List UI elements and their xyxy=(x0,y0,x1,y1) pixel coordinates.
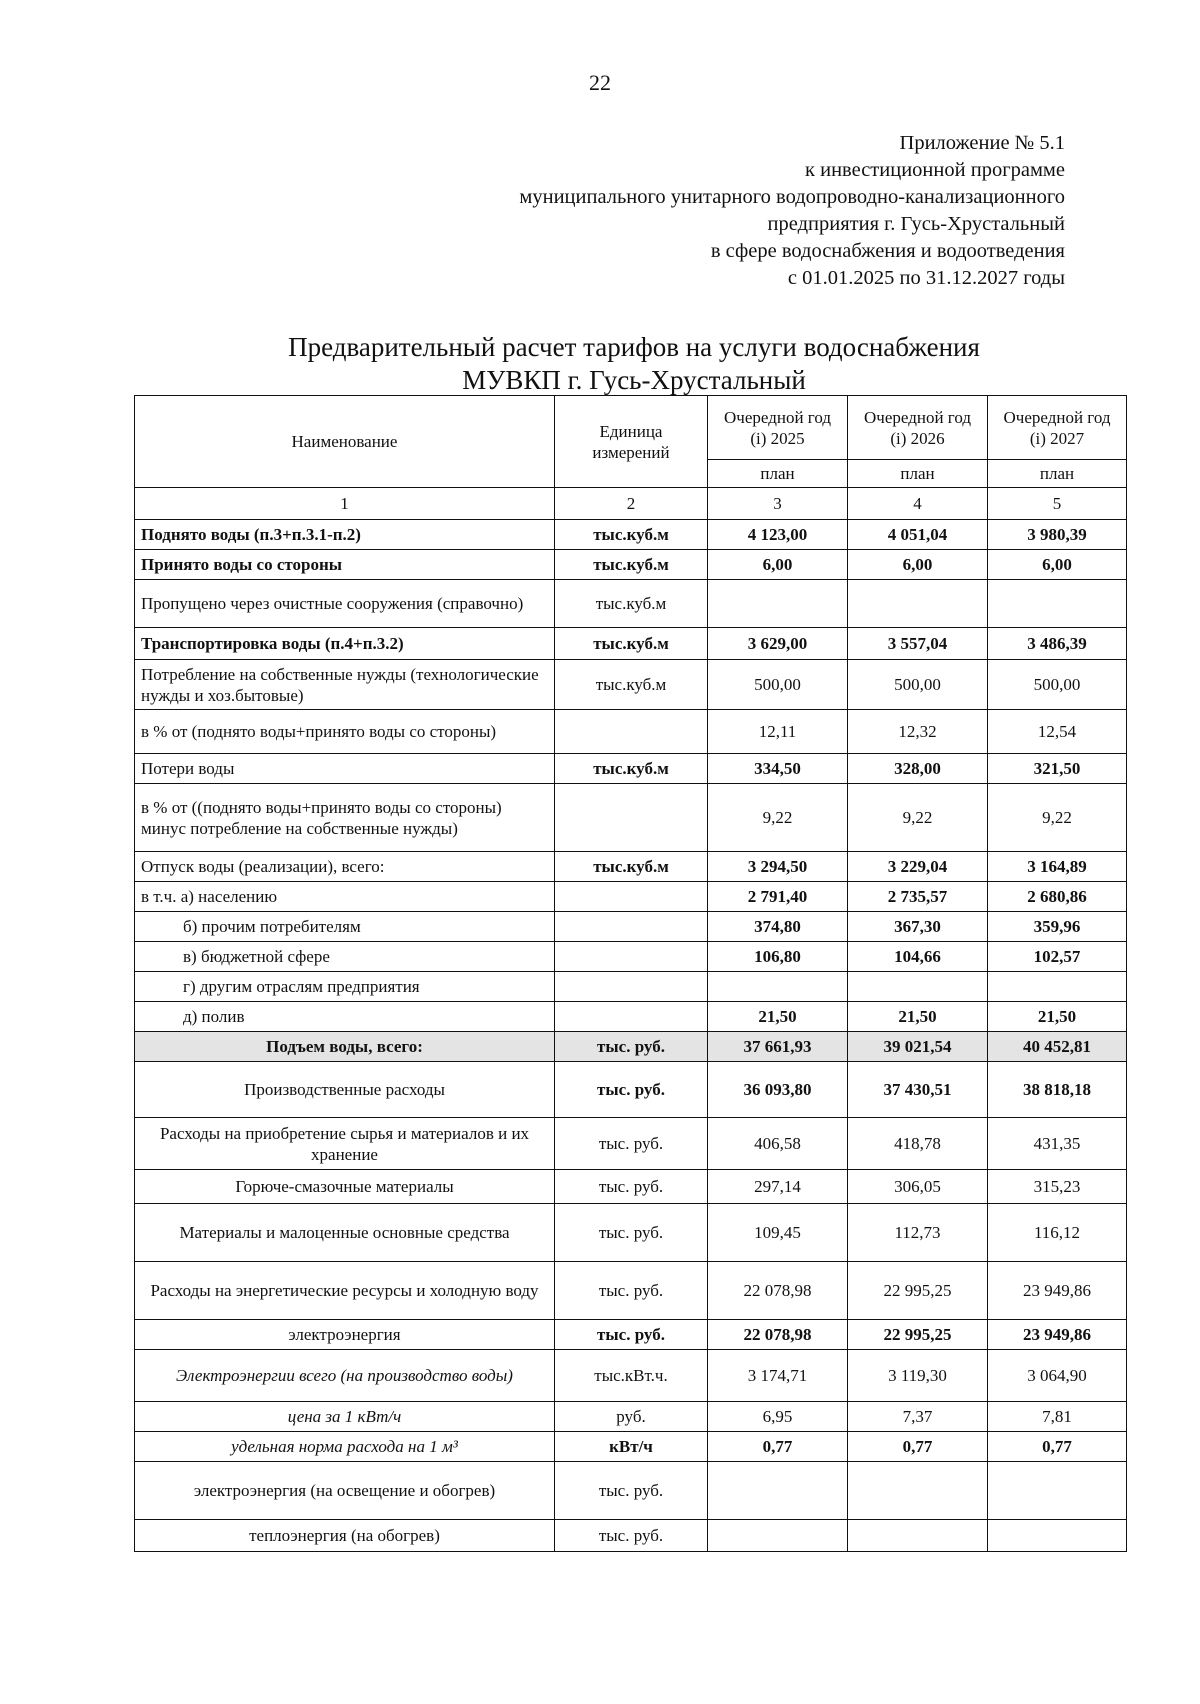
table-row xyxy=(135,1402,1127,1432)
row-name: Пропущено через очистные сооружения (справочно) xyxy=(135,580,555,628)
row-unit: тыс. руб. xyxy=(555,1118,708,1170)
row-value: 38 818,18 xyxy=(988,1062,1127,1118)
table-row xyxy=(135,1118,1127,1170)
table-row xyxy=(135,580,1127,628)
column-number: 1 xyxy=(135,488,555,520)
row-value: 4 123,00 xyxy=(708,520,848,550)
row-value: 3 119,30 xyxy=(848,1350,988,1402)
table-row xyxy=(135,660,1127,710)
row-value xyxy=(848,1462,988,1520)
row-value: 36 093,80 xyxy=(708,1062,848,1118)
row-name: Потери воды xyxy=(135,754,555,784)
row-value: 104,66 xyxy=(848,942,988,972)
row-value: 3 557,04 xyxy=(848,628,988,660)
row-value xyxy=(848,1520,988,1552)
row-unit xyxy=(555,1002,708,1032)
row-value xyxy=(848,972,988,1002)
row-value: 3 164,89 xyxy=(988,852,1127,882)
row-value xyxy=(988,1462,1127,1520)
table-row xyxy=(135,1462,1127,1520)
table-row xyxy=(135,1170,1127,1204)
row-name: электроэнергия xyxy=(135,1320,555,1350)
row-unit: тыс.куб.м xyxy=(555,520,708,550)
row-unit xyxy=(555,784,708,852)
row-value: 112,73 xyxy=(848,1204,988,1262)
row-unit: тыс. руб. xyxy=(555,1032,708,1062)
row-name: в т.ч. а) населению xyxy=(135,882,555,912)
table-row xyxy=(135,852,1127,882)
row-unit xyxy=(555,972,708,1002)
row-value: 418,78 xyxy=(848,1118,988,1170)
row-value xyxy=(848,580,988,628)
table-row xyxy=(135,1432,1127,1462)
row-value: 102,57 xyxy=(988,942,1127,972)
header-year-2025: Очередной год (i) 2025 xyxy=(708,396,848,460)
row-value: 6,95 xyxy=(708,1402,848,1432)
row-unit: тыс. руб. xyxy=(555,1520,708,1552)
row-value xyxy=(708,1520,848,1552)
row-value: 306,05 xyxy=(848,1170,988,1204)
row-name: в) бюджетной сфере xyxy=(135,942,555,972)
column-number: 3 xyxy=(708,488,848,520)
row-value: 297,14 xyxy=(708,1170,848,1204)
appendix-caption xyxy=(519,130,1065,292)
row-value: 3 229,04 xyxy=(848,852,988,882)
row-unit: тыс.кВт.ч. xyxy=(555,1350,708,1402)
row-value: 7,81 xyxy=(988,1402,1127,1432)
row-value xyxy=(988,972,1127,1002)
table-row xyxy=(135,1520,1127,1552)
row-value: 7,37 xyxy=(848,1402,988,1432)
row-value: 315,23 xyxy=(988,1170,1127,1204)
row-value: 2 735,57 xyxy=(848,882,988,912)
row-unit: руб. xyxy=(555,1402,708,1432)
table-row xyxy=(135,912,1127,942)
row-value: 9,22 xyxy=(848,784,988,852)
title-line-1: Предварительный расчет тарифов на услуги водоснабжения xyxy=(288,332,980,362)
row-value: 367,30 xyxy=(848,912,988,942)
title-line-2: МУВКП г. Гусь-Хрустальный xyxy=(462,365,806,395)
row-value: 0,77 xyxy=(988,1432,1127,1462)
table-row xyxy=(135,710,1127,754)
header-plan: план xyxy=(708,460,848,488)
row-value: 3 629,00 xyxy=(708,628,848,660)
row-value: 116,12 xyxy=(988,1204,1127,1262)
row-value: 37 661,93 xyxy=(708,1032,848,1062)
page-number: 22 xyxy=(589,70,611,95)
header-name: Наименование xyxy=(135,396,555,488)
row-unit: тыс.куб.м xyxy=(555,754,708,784)
row-value: 6,00 xyxy=(988,550,1127,580)
row-value: 9,22 xyxy=(988,784,1127,852)
row-name: Расходы на приобретение сырья и материалов и их хранение xyxy=(135,1118,555,1170)
row-name: Производственные расходы xyxy=(135,1062,555,1118)
row-value xyxy=(708,972,848,1002)
row-value xyxy=(708,580,848,628)
appendix-line: Приложение № 5.1 xyxy=(899,132,1065,154)
tariff-table xyxy=(134,395,1127,1552)
row-value xyxy=(988,1520,1127,1552)
row-value: 3 486,39 xyxy=(988,628,1127,660)
row-value: 431,35 xyxy=(988,1118,1127,1170)
header-year-2026: Очередной год (i) 2026 xyxy=(848,396,988,460)
column-number-row xyxy=(135,488,1127,520)
row-value: 500,00 xyxy=(988,660,1127,710)
row-unit: тыс. руб. xyxy=(555,1204,708,1262)
row-value: 0,77 xyxy=(708,1432,848,1462)
appendix-line: с 01.01.2025 по 31.12.2027 годы xyxy=(787,267,1065,289)
row-value: 500,00 xyxy=(848,660,988,710)
column-number: 5 xyxy=(988,488,1127,520)
row-unit: кВт/ч xyxy=(555,1432,708,1462)
row-name: д) полив xyxy=(135,1002,555,1032)
row-value: 22 995,25 xyxy=(848,1262,988,1320)
row-value: 6,00 xyxy=(848,550,988,580)
row-value: 2 680,86 xyxy=(988,882,1127,912)
row-value: 0,77 xyxy=(848,1432,988,1462)
row-value: 21,50 xyxy=(848,1002,988,1032)
row-value: 4 051,04 xyxy=(848,520,988,550)
row-value: 3 980,39 xyxy=(988,520,1127,550)
row-value: 21,50 xyxy=(708,1002,848,1032)
table-row xyxy=(135,942,1127,972)
row-name: Принято воды со стороны xyxy=(135,550,555,580)
row-name: в % от ((поднято воды+принято воды со стороны) минус потребление на собственные нужды) xyxy=(135,784,555,852)
row-unit: тыс.куб.м xyxy=(555,660,708,710)
row-name: б) прочим потребителям xyxy=(135,912,555,942)
row-value: 106,80 xyxy=(708,942,848,972)
row-name: в % от (поднято воды+принято воды со стороны) xyxy=(135,710,555,754)
appendix-line: к инвестиционной программе xyxy=(805,159,1065,181)
table-row xyxy=(135,1204,1127,1262)
row-name: Материалы и малоценные основные средства xyxy=(135,1204,555,1262)
row-value: 22 995,25 xyxy=(848,1320,988,1350)
row-unit: тыс. руб. xyxy=(555,1320,708,1350)
row-value: 6,00 xyxy=(708,550,848,580)
table-row xyxy=(135,784,1127,852)
row-value xyxy=(988,580,1127,628)
row-name: Подъем воды, всего: xyxy=(135,1032,555,1062)
row-value: 3 064,90 xyxy=(988,1350,1127,1402)
row-name: теплоэнергия (на обогрев) xyxy=(135,1520,555,1552)
row-value xyxy=(708,1462,848,1520)
header-unit: Единица измерений xyxy=(555,396,708,488)
row-value: 500,00 xyxy=(708,660,848,710)
row-value: 9,22 xyxy=(708,784,848,852)
appendix-line: в сфере водоснабжения и водоотведения xyxy=(710,240,1065,262)
row-unit: тыс.куб.м xyxy=(555,550,708,580)
row-name: г) другим отраслям предприятия xyxy=(135,972,555,1002)
row-unit: тыс. руб. xyxy=(555,1462,708,1520)
table-row xyxy=(135,972,1127,1002)
row-unit: тыс.куб.м xyxy=(555,852,708,882)
table-row xyxy=(135,1062,1127,1118)
row-value: 37 430,51 xyxy=(848,1062,988,1118)
row-value: 12,32 xyxy=(848,710,988,754)
row-name: цена за 1 кВт/ч xyxy=(135,1402,555,1432)
row-name: Электроэнергии всего (на производство воды) xyxy=(135,1350,555,1402)
document-title xyxy=(134,331,1134,397)
row-unit: тыс.куб.м xyxy=(555,628,708,660)
row-unit: тыс. руб. xyxy=(555,1170,708,1204)
row-value: 12,11 xyxy=(708,710,848,754)
row-name: Горюче-смазочные материалы xyxy=(135,1170,555,1204)
table-row xyxy=(135,882,1127,912)
appendix-line: предприятия г. Гусь-Хрустальный xyxy=(767,213,1065,235)
table-row xyxy=(135,1032,1127,1062)
table-row xyxy=(135,1002,1127,1032)
row-name: электроэнергия (на освещение и обогрев) xyxy=(135,1462,555,1520)
row-value: 328,00 xyxy=(848,754,988,784)
row-value: 109,45 xyxy=(708,1204,848,1262)
row-name: удельная норма расхода на 1 м³ xyxy=(135,1432,555,1462)
row-unit xyxy=(555,710,708,754)
row-name: Поднято воды (п.3+п.3.1-п.2) xyxy=(135,520,555,550)
row-value: 374,80 xyxy=(708,912,848,942)
row-value: 39 021,54 xyxy=(848,1032,988,1062)
table-row xyxy=(135,550,1127,580)
row-unit: тыс.куб.м xyxy=(555,580,708,628)
row-value: 40 452,81 xyxy=(988,1032,1127,1062)
row-name: Транспортировка воды (п.4+п.3.2) xyxy=(135,628,555,660)
table-row xyxy=(135,1350,1127,1402)
row-value: 23 949,86 xyxy=(988,1320,1127,1350)
row-value: 321,50 xyxy=(988,754,1127,784)
row-value: 334,50 xyxy=(708,754,848,784)
row-name: Расходы на энергетические ресурсы и холодную воду xyxy=(135,1262,555,1320)
table-row xyxy=(135,1320,1127,1350)
table-header-row xyxy=(135,396,1127,460)
row-unit: тыс. руб. xyxy=(555,1062,708,1118)
table-row xyxy=(135,1262,1127,1320)
row-value: 359,96 xyxy=(988,912,1127,942)
row-name: Потребление на собственные нужды (технологические нужды и хоз.бытовые) xyxy=(135,660,555,710)
row-value: 23 949,86 xyxy=(988,1262,1127,1320)
row-value: 3 294,50 xyxy=(708,852,848,882)
row-value: 22 078,98 xyxy=(708,1320,848,1350)
row-value: 3 174,71 xyxy=(708,1350,848,1402)
row-value: 21,50 xyxy=(988,1002,1127,1032)
header-plan: план xyxy=(988,460,1127,488)
table-row xyxy=(135,754,1127,784)
header-year-2027: Очередной год (i) 2027 xyxy=(988,396,1127,460)
row-value: 406,58 xyxy=(708,1118,848,1170)
row-unit xyxy=(555,882,708,912)
row-unit xyxy=(555,942,708,972)
row-value: 2 791,40 xyxy=(708,882,848,912)
row-unit xyxy=(555,912,708,942)
column-number: 4 xyxy=(848,488,988,520)
table-row xyxy=(135,628,1127,660)
row-value: 22 078,98 xyxy=(708,1262,848,1320)
table-row xyxy=(135,520,1127,550)
row-name: Отпуск воды (реализации), всего: xyxy=(135,852,555,882)
row-unit: тыс. руб. xyxy=(555,1262,708,1320)
row-value: 12,54 xyxy=(988,710,1127,754)
header-plan: план xyxy=(848,460,988,488)
column-number: 2 xyxy=(555,488,708,520)
appendix-line: муниципального унитарного водопроводно-канализационного xyxy=(519,186,1065,208)
